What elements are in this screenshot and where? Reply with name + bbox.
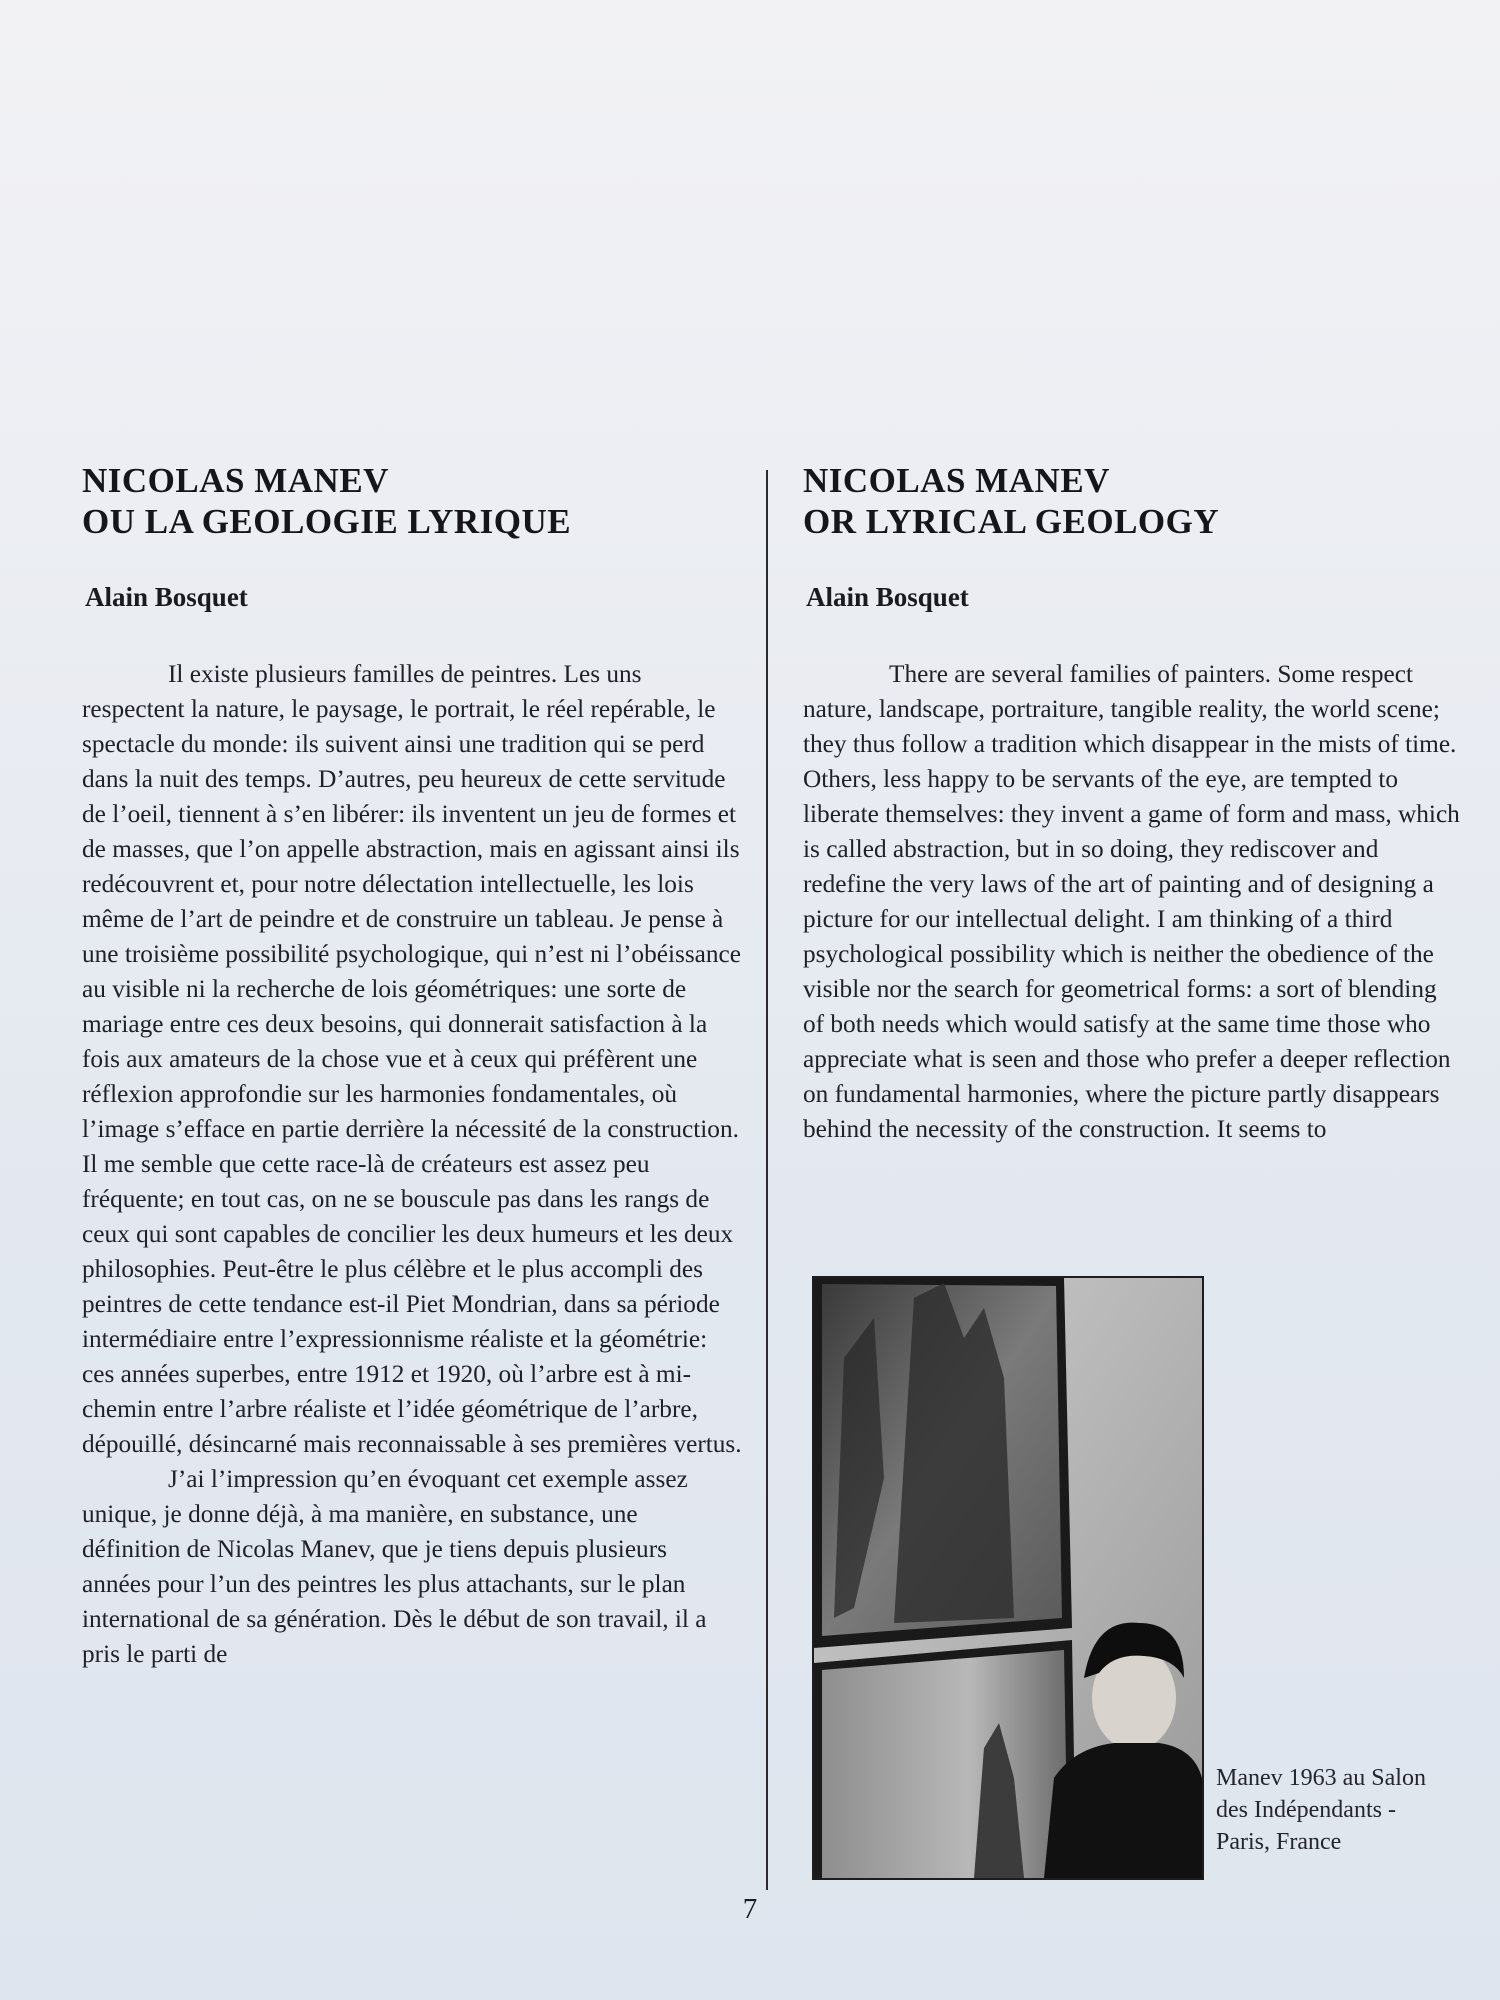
photo-caption [1216,1762,1496,1858]
photo-caption-line1: Manev 1963 au Salon [1216,1765,1426,1791]
french-paragraph-1: Il existe plusieurs familles de peintres. Les uns respectent la nature, le paysage, le portrait, le réel repérable, le spectacle du monde: ils suivent ainsi une tradition qui se perd dans la nuit des temps. D’autres, peu heureux de cette servitude de l’oeil, tiennent à s’en libérer: ils inventent un jeu de formes et de masses, que l’on appelle abstraction, mais en agissant ainsi ils redécouvrent et, pour notre délectation intellectuelle, les lois même de l’art de peindre et de construire un tableau. Je pense à une troisième possibilité psychologique, qui n’est ni l’obéissance au visible ni la recherche de lois géométriques: une sorte de mariage entre ces deux besoins, qui donnerait satisfaction à la fois aux amateurs de la chose vue et à ceux qui préfèrent une réflexion approfondie sur les harmonies fondamentales, où l’image s’efface en partie derrière la nécessité de la construction. Il me semble que cette race-là de créateurs est assez peu fréquente; en tout cas, on ne se bouscule pas dans les rangs de ceux qui sont capables de concilier les deux humeurs et les deux philosophies. Peut-être le plus célèbre et le plus accompli des peintres de cette tendance est-il Piet Mondrian, dans sa période intermédiaire entre l’expressionnisme réaliste et la géométrie: ces années superbes, entre 1912 et 1920, où l’arbre est à mi-chemin entre l’arbre réaliste et l’idée géométrique de l’arbre, dépouillé, désincarné mais reconnaissable à ses premières vertus. [82,660,742,1458]
photo-caption-line3: Paris, France [1216,1829,1342,1855]
french-author: Alain Bosquet [85,582,248,612]
french-column [82,460,742,1672]
page-number: 7 [742,1893,758,1925]
english-paragraph-1: There are several families of painters. Some respect nature, landscape, portraiture, tangible reality, the world scene; they thus follow a tradition which disappear in the mists of time. Others, less happy to be servants of the eye, are tempted to liberate themselves: they invent a game of form and mass, which is called abstraction, but in so doing, they rediscover and redefine the very laws of the art of painting and of designing a picture for our intellectual delight. I am thinking of a third psychological possibility which is neither the obedience of the visible nor the search for geometrical forms: a sort of blending of both needs which would satisfy at the same time those who appreciate what is seen and those who prefer a deeper reflection on fundamental harmonies, where the picture partly disappears behind the necessity of the construction. It seems to [803,660,1460,1143]
english-title-line1: NICOLAS MANEV [803,461,1110,500]
photo-caption-line2: des Indépendants - [1216,1797,1396,1823]
french-title [82,460,742,542]
column-divider [766,470,768,1890]
english-title [803,460,1463,542]
french-title-line1: NICOLAS MANEV [82,461,389,500]
french-paragraph-2: J’ai l’impression qu’en évoquant cet exemple assez unique, je donne déjà, à ma manière, en substance, une définition de Nicolas Manev, que je tiens depuis plusieurs années pour l’un des peintres les plus attachants, sur le plan international de sa génération. Dès le début de son travail, il a pris le parti de [82,1465,707,1668]
english-author: Alain Bosquet [806,582,969,612]
english-title-line2: OR LYRICAL GEOLOGY [803,502,1220,541]
artist-photo [812,1276,1204,1880]
english-column [803,460,1463,1147]
french-title-line2: OU LA GEOLOGIE LYRIQUE [82,502,572,541]
